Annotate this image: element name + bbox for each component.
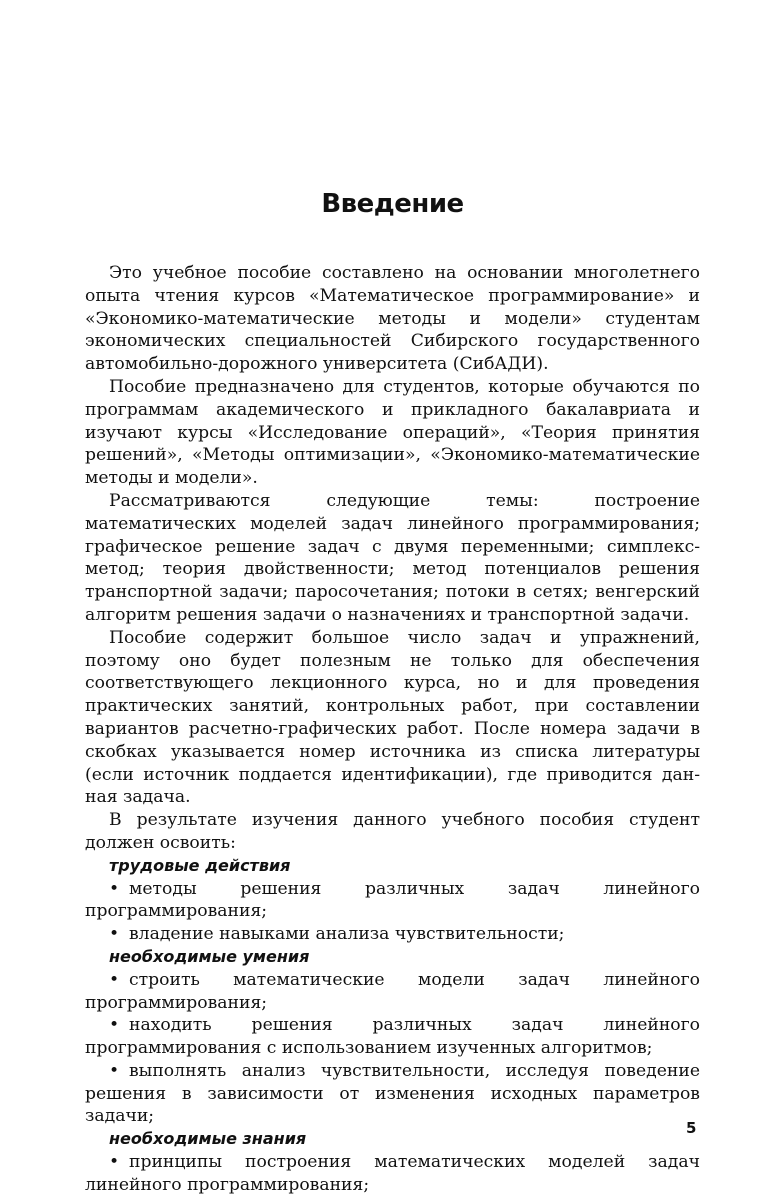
page-title: Введение [321,189,464,219]
bullet-icon: • [109,969,120,990]
page-number: 5 [686,1119,697,1137]
labor-actions-heading: трудовые действия [109,855,291,875]
required-knowledge-heading: необходимые знания [109,1129,307,1149]
list-item [85,1151,700,1197]
bullet-icon: • [109,924,120,945]
paragraph: Пособие содержит большое число задач и упражнений, поэтому оно будет полезным не только для обеспечения соответствующего лекционного курса, но и для проведения практических занятий, контрольных работ, при составлении вариантов расчетно-графических работ. После номера задачи в скобках указывается номер источника из списка литературы (если источник поддается идентификации), где приводится данная задача. [85,627,700,808]
paragraph: Пособие предназначено для студентов, которые обучаются по программам академического и прикладного бакалавриата и изучают курсы «Исследование операций», «Теория принятия решений», «Методы оптимизации», «Экономико-математические методы и модели». [85,376,700,489]
bullet-icon: • [109,1152,120,1173]
list-item [85,878,700,924]
list-item [85,1060,700,1128]
list-item-text: владение навыками анализа чувствительности; [129,924,565,945]
required-skills-heading: необходимые умения [109,946,310,966]
list-item [85,969,700,1015]
intro-text [85,262,700,1197]
paragraph: В результате изучения данного учебного пособия студент должен освоить: [85,810,700,853]
list-item [85,923,700,946]
paragraph: Это учебное пособие составлено на основании многолетнего опыта чтения курсов «Математическое программирование» и «Экономико-математические методы и модели» студентам экономических специальностей Сибирского государственного автомобильно-дорожного университета (СибАДИ). [85,263,700,375]
list-item [85,1014,700,1060]
list-item-text: строить математические модели задач линейного программирования; [85,969,700,1013]
bullet-icon: • [109,1060,120,1081]
bullet-icon: • [109,878,120,899]
list-item-text: выполнять анализ чувствительности, исследуя поведение решения в зависимости от изменения исходных параметров задачи; [85,1060,700,1127]
list-item-text: методы решения различных задач линейного программирования; [85,878,700,922]
paragraph: Рассматриваются следующие темы: построение математических моделей задач линейного программирования; графическое решение задач с двумя переменными; симплекс-метод; теория двойственности; метод потенциалов решения транспортной задачи; паросочетания; потоки в сетях; венгерский алгоритм решения задачи о назначениях и транспортной задачи. [85,490,700,625]
list-item-text: находить решения различных задач линейного программирования с использованием изученных алгоритмов; [85,1015,700,1059]
list-item-text: принципы построения математических моделей задач линейного программирования; [85,1152,700,1195]
bullet-icon: • [109,1015,120,1036]
